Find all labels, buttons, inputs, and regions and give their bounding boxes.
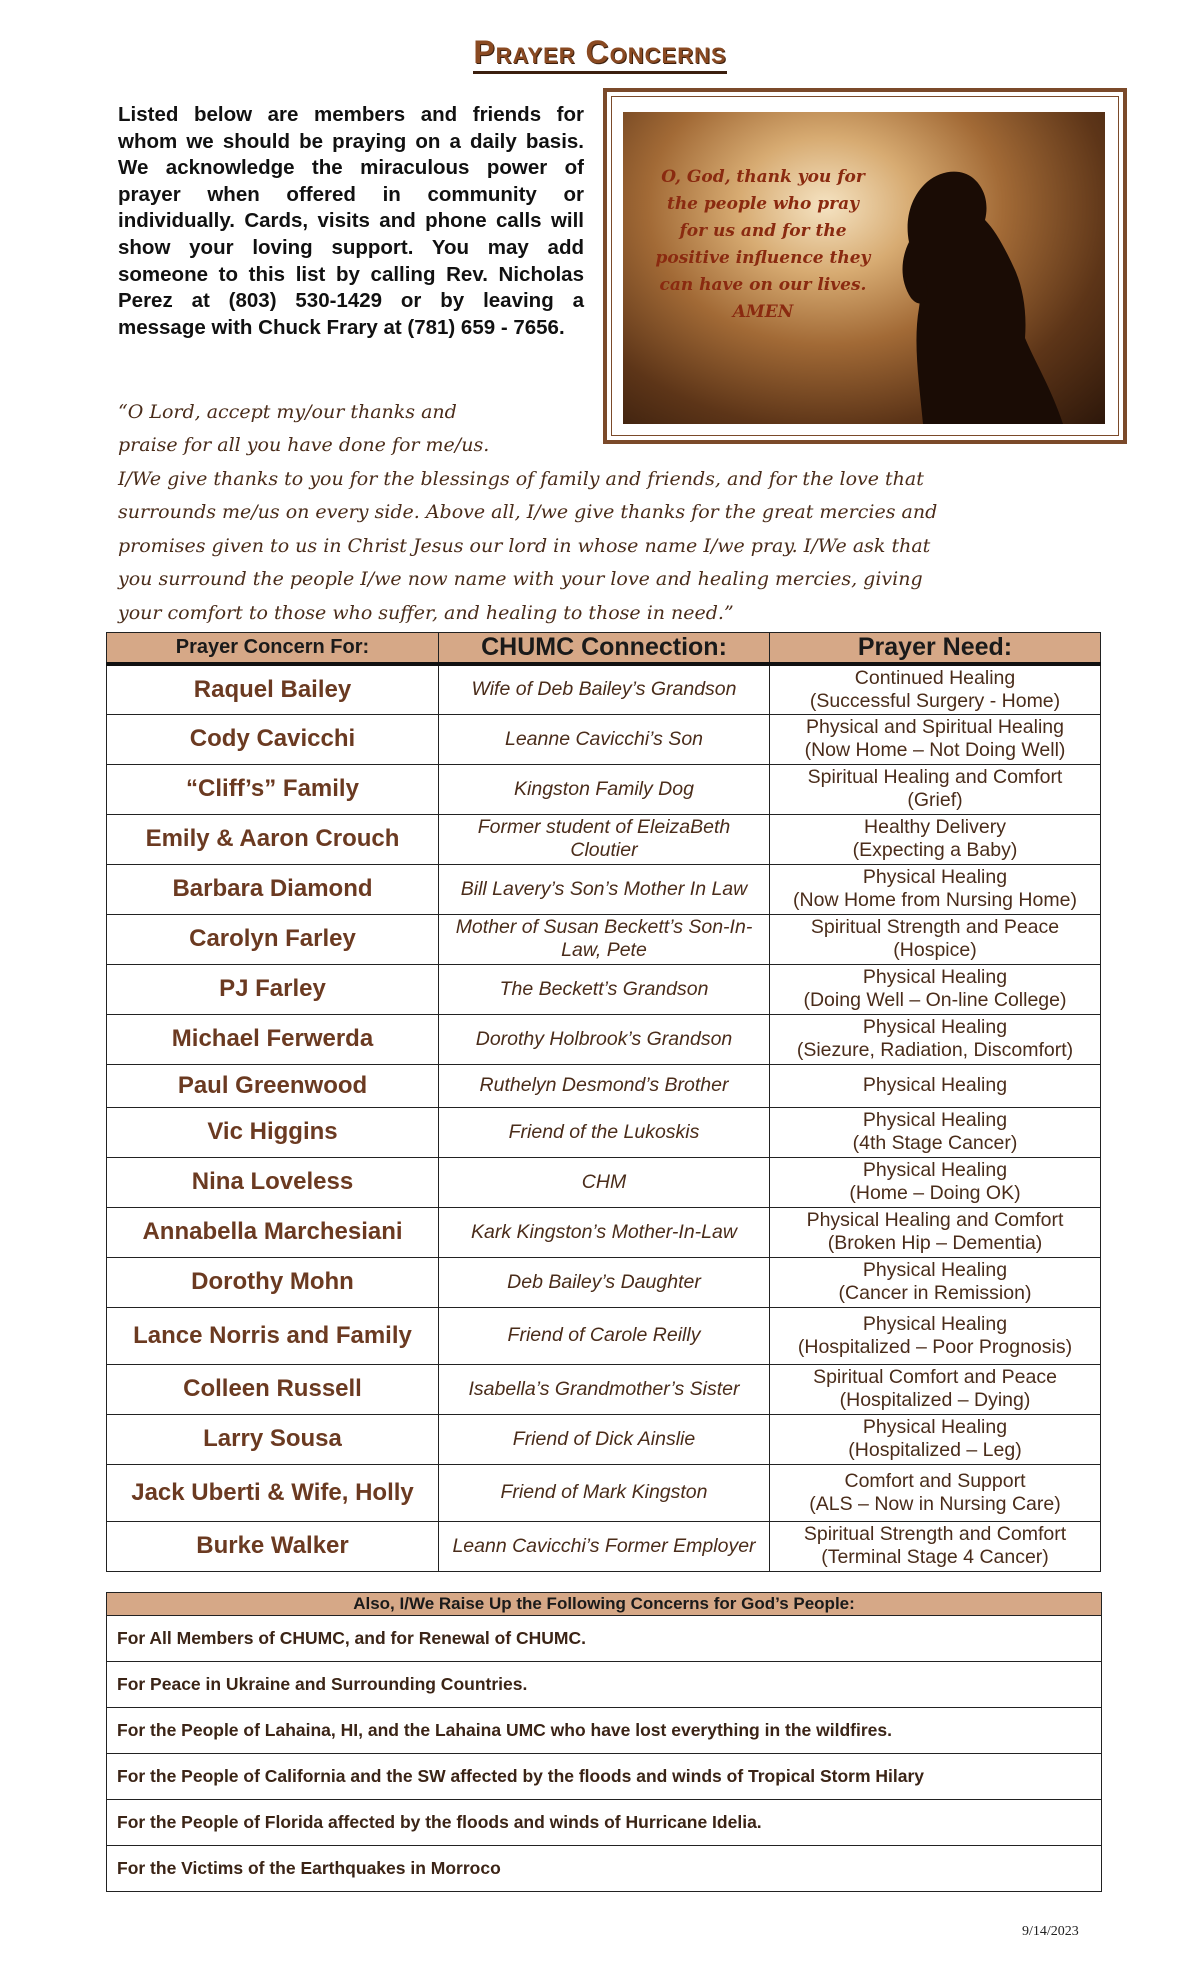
concern-name: Cody Cavicchi [107, 714, 439, 764]
concern-connection: Kingston Family Dog [439, 764, 770, 814]
need-detail: (Doing Well – On-line College) [803, 989, 1067, 1011]
concern-connection: Former student of EleizaBeth Cloutier [439, 814, 770, 864]
table-row [107, 764, 1101, 814]
table-row [107, 1107, 1101, 1157]
concern-need [770, 914, 1101, 964]
concern-connection: Friend of the Lukoskis [439, 1107, 770, 1157]
quote-line: O, God, thank you for [661, 167, 865, 187]
need-line: Spiritual Strength and Peace [810, 916, 1060, 938]
concern-name: “Cliff’s” Family [107, 764, 439, 814]
need-line: Continued Healing [854, 666, 1016, 689]
need-line: Spiritual Strength and Comfort [803, 1523, 1067, 1545]
concern-name: Lance Norris and Family [107, 1307, 439, 1364]
need-line: Spiritual Healing and Comfort [807, 766, 1063, 788]
quote-line: for us and for the [679, 221, 847, 241]
page-title: Prayer Concerns [0, 34, 1200, 71]
concern-connection: Dorothy Holbrook’s Grandson [439, 1014, 770, 1064]
need-line: Healthy Delivery [864, 816, 1006, 838]
quote-line: can have on our lives. [659, 275, 867, 295]
concern-connection: Leanne Cavicchi’s Son [439, 714, 770, 764]
concern-need [770, 864, 1101, 914]
need-detail: (Now Home from Nursing Home) [793, 889, 1077, 911]
need-detail: (Home – Doing OK) [849, 1182, 1021, 1204]
concern-connection: Kark Kingston’s Mother-In-Law [439, 1207, 770, 1257]
concern-need [770, 814, 1101, 864]
need-line: Physical Healing and Comfort [806, 1209, 1064, 1231]
concern-need [770, 714, 1101, 764]
concern-need [770, 1207, 1101, 1257]
concern-need [770, 1364, 1101, 1414]
quote-line: AMEN [732, 302, 794, 322]
table-row [107, 1307, 1101, 1364]
concern-connection: CHM [439, 1157, 770, 1207]
concern-need [770, 1064, 1101, 1107]
concern-name: Emily & Aaron Crouch [107, 814, 439, 864]
header-connection: CHUMC Connection: [439, 633, 770, 665]
need-detail: (Hospitalized – Leg) [848, 1439, 1022, 1461]
concern-need [770, 1107, 1101, 1157]
quote-line: positive influence they [655, 248, 871, 268]
concern-need [770, 1307, 1101, 1364]
need-line: Physical Healing [862, 1416, 1008, 1438]
concern-need [770, 1014, 1101, 1064]
concern-connection: Wife of Deb Bailey’s Grandson [439, 664, 770, 714]
table-row [107, 964, 1101, 1014]
concern-name: Annabella Marchesiani [107, 1207, 439, 1257]
table-row [107, 1064, 1101, 1107]
table-row [107, 864, 1101, 914]
concern-name: PJ Farley [107, 964, 439, 1014]
concern-need [770, 664, 1101, 714]
need-detail: (Siezure, Radiation, Discomfort) [796, 1039, 1074, 1061]
need-line: Physical Healing [862, 966, 1008, 988]
prayer-line: I/We give thanks to you for the blessings of family and friends, and for the love that [118, 468, 924, 490]
need-detail: (Grief) [907, 789, 963, 811]
table-row [107, 914, 1101, 964]
concern-need [770, 1257, 1101, 1307]
need-line: Physical Healing [862, 866, 1008, 888]
concern-connection: Friend of Mark Kingston [439, 1464, 770, 1521]
table-row [107, 814, 1101, 864]
need-detail: (Hospice) [893, 939, 977, 961]
concern-need [770, 964, 1101, 1014]
additional-concern: For the People of Lahaina, HI, and the Lahaina UMC who have lost everything in the wildfires. [107, 1708, 1102, 1754]
quote-line: the people who pray [666, 194, 860, 214]
prayer-line: your comfort to those who suffer, and healing to those in need.” [118, 602, 734, 624]
concern-name: Michael Ferwerda [107, 1014, 439, 1064]
additional-concerns-header: Also, I/We Raise Up the Following Concerns for God’s People: [107, 1593, 1102, 1616]
table-row [107, 1464, 1101, 1521]
header-concern-for: Prayer Concern For: [107, 633, 439, 665]
need-detail: (Now Home – Not Doing Well) [804, 739, 1066, 761]
concern-connection: Friend of Dick Ainslie [439, 1414, 770, 1464]
concern-name: Raquel Bailey [107, 664, 439, 714]
table-row [107, 1521, 1101, 1571]
concern-need [770, 1464, 1101, 1521]
prayer-line: “O Lord, accept my/our thanks and [118, 401, 457, 423]
concern-name: Paul Greenwood [107, 1064, 439, 1107]
need-detail: (Cancer in Remission) [838, 1282, 1032, 1304]
concern-connection: Mother of Susan Beckett’s Son-In-Law, Pete [439, 914, 770, 964]
concern-name: Barbara Diamond [107, 864, 439, 914]
need-line: Physical Healing [862, 1312, 1008, 1335]
list-item [107, 1662, 1102, 1708]
concern-need [770, 764, 1101, 814]
prayer-line: promises given to us in Christ Jesus our lord in whose name I/we pray. I/We ask that [118, 535, 931, 557]
list-item [107, 1754, 1102, 1800]
need-line: Physical Healing [862, 1259, 1008, 1281]
need-detail: (Successful Surgery - Home) [809, 689, 1061, 712]
need-detail: (ALS – Now in Nursing Care) [809, 1492, 1061, 1515]
concern-connection: Deb Bailey’s Daughter [439, 1257, 770, 1307]
list-item [107, 1800, 1102, 1846]
footer-date: 9/14/2023 [1022, 1924, 1079, 1939]
need-line: Comfort and Support [844, 1469, 1026, 1492]
need-detail: (Terminal Stage 4 Cancer) [821, 1546, 1049, 1568]
need-line: Physical and Spiritual Healing [806, 716, 1064, 738]
table-row [107, 1257, 1101, 1307]
prayer-line: you surround the people I/we now name with your love and healing mercies, giving [118, 568, 923, 590]
need-line: Physical Healing [862, 1109, 1008, 1131]
table-row [107, 664, 1101, 714]
table-row [107, 1414, 1101, 1464]
additional-concern: For the Victims of the Earthquakes in Morroco [107, 1846, 1102, 1892]
concern-connection: Ruthelyn Desmond’s Brother [439, 1064, 770, 1107]
need-detail: (Broken Hip – Dementia) [827, 1232, 1043, 1254]
concern-name: Larry Sousa [107, 1414, 439, 1464]
image-quote [643, 164, 883, 326]
table-row [107, 1157, 1101, 1207]
praying-silhouette-image [623, 112, 1105, 424]
prayer-line: surrounds me/us on every side. Above all, I/we give thanks for the great mercies and [118, 501, 938, 523]
prayer-image-frame [603, 88, 1127, 444]
additional-concern: For the People of Florida affected by the floods and winds of Hurricane Idelia. [107, 1800, 1102, 1846]
concern-connection: Friend of Carole Reilly [439, 1307, 770, 1364]
need-detail: (4th Stage Cancer) [852, 1132, 1018, 1154]
concern-need [770, 1414, 1101, 1464]
header-prayer-need: Prayer Need: [770, 633, 1101, 665]
prayer-concerns-table [106, 632, 1101, 1572]
table-row [107, 714, 1101, 764]
concern-name: Dorothy Mohn [107, 1257, 439, 1307]
list-item [107, 1708, 1102, 1754]
concern-connection: Isabella’s Grandmother’s Sister [439, 1364, 770, 1414]
concern-name: Colleen Russell [107, 1364, 439, 1414]
concern-name: Carolyn Farley [107, 914, 439, 964]
list-item [107, 1846, 1102, 1892]
concern-connection: The Beckett’s Grandson [439, 964, 770, 1014]
need-line: Physical Healing [862, 1016, 1008, 1038]
need-line: Physical Healing [862, 1074, 1008, 1096]
need-detail: (Hospitalized – Poor Prognosis) [797, 1335, 1073, 1358]
additional-concern: For All Members of CHUMC, and for Renewal of CHUMC. [107, 1616, 1102, 1662]
concern-name: Burke Walker [107, 1521, 439, 1571]
concern-need [770, 1157, 1101, 1207]
table-row [107, 1207, 1101, 1257]
intro-paragraph: Listed below are members and friends for whom we should be praying on a daily basis. We acknowledge the miraculous power of prayer when offered in community or individually. Cards, visits and phone calls will show your loving support. You may add someone to this list by calling Rev. Nicholas Perez at (803) 530-1429 or by leaving a message with Chuck Frary at (781) 659 - 7656. [118, 103, 584, 339]
need-line: Spiritual Comfort and Peace [813, 1366, 1057, 1388]
concern-name: Jack Uberti & Wife, Holly [107, 1464, 439, 1521]
concern-name: Vic Higgins [107, 1107, 439, 1157]
additional-concern: For Peace in Ukraine and Surrounding Countries. [107, 1662, 1102, 1708]
additional-concerns-table [106, 1592, 1102, 1892]
need-detail: (Expecting a Baby) [852, 839, 1018, 861]
need-detail: (Hospitalized – Dying) [839, 1389, 1031, 1411]
table-row [107, 1014, 1101, 1064]
concern-name: Nina Loveless [107, 1157, 439, 1207]
need-line: Physical Healing [862, 1159, 1008, 1181]
prayer-line: praise for all you have done for me/us. [118, 434, 490, 456]
list-item [107, 1616, 1102, 1662]
concern-connection: Bill Lavery’s Son’s Mother In Law [439, 864, 770, 914]
concern-connection: Leann Cavicchi’s Former Employer [439, 1521, 770, 1571]
table-row [107, 1364, 1101, 1414]
concern-need [770, 1521, 1101, 1571]
additional-concern: For the People of California and the SW affected by the floods and winds of Tropical Storm Hilary [107, 1754, 1102, 1800]
